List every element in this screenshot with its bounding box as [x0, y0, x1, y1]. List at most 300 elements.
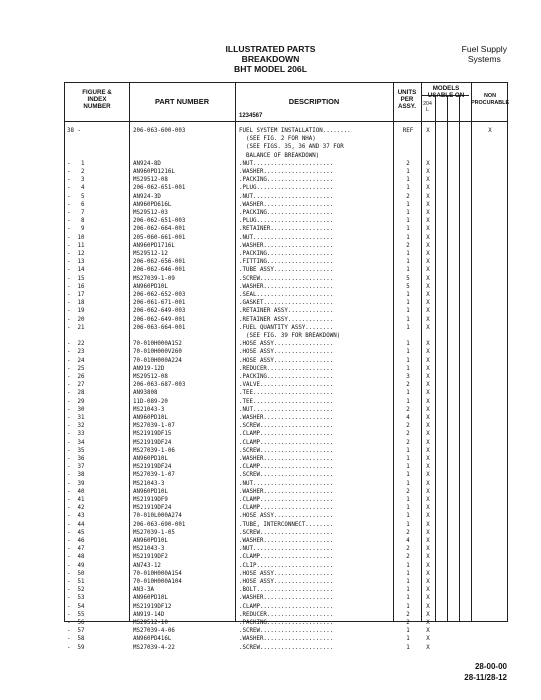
part-number-cell: 11D-089-20 — [133, 398, 168, 405]
figure-index-cell: - 6 — [67, 201, 85, 208]
title-line: BHT MODEL 206L — [234, 64, 307, 74]
description-cell: .SCREW..................... — [239, 472, 334, 479]
description-cell: .CLAMP..................... — [239, 497, 334, 503]
description-cell: .WASHER.................... — [239, 595, 334, 602]
part-number-cell: 70-010H000V260 — [133, 349, 182, 356]
usable-204l-cell: X — [426, 472, 430, 479]
usable-204l-cell: X — [426, 595, 430, 602]
units-cell: 5 — [406, 275, 410, 282]
part-number-cell: MS27039-4-06 — [133, 628, 175, 635]
description-cell: .WASHER.................... — [239, 283, 334, 290]
description-cell: .SEAL...................... — [239, 292, 334, 298]
units-cell: 1 — [406, 579, 410, 585]
table-row — [65, 340, 509, 348]
description-cell: FUEL SYSTEM INSTALLATION........ — [239, 128, 351, 134]
units-cell: 1 — [406, 316, 410, 323]
figure-index-cell: - 3 — [67, 177, 85, 184]
units-cell: 1 — [406, 398, 410, 405]
description-cell: .HOSE ASSY................. — [239, 579, 334, 585]
units-cell: 1 — [406, 497, 410, 503]
figure-index-cell: - 37 — [67, 464, 85, 471]
usable-204l-cell: X — [426, 529, 430, 536]
figure-index-cell: - 41 — [67, 497, 85, 503]
description-cell: .PLUG...................... — [239, 218, 334, 225]
usable-204l-cell: X — [426, 488, 430, 495]
part-number-cell: MS27039-4-22 — [133, 644, 175, 651]
part-number-cell: MS27039-1-09 — [133, 275, 175, 282]
table-row — [65, 463, 509, 471]
description-cell: .SCREW..................... — [239, 447, 334, 454]
units-cell: 1 — [406, 234, 410, 241]
table-row — [65, 357, 509, 365]
description-cell: .NUT....................... — [239, 406, 334, 413]
usable-204l-cell: X — [426, 628, 430, 635]
description-cell: .GASKET.................... — [239, 300, 334, 307]
description-cell: .PACKING................... — [239, 374, 334, 380]
figure-index-cell: - 56 — [67, 620, 85, 626]
description-code: 1234567 — [239, 113, 263, 119]
section-name — [462, 44, 507, 64]
description-cell: .WASHER.................... — [239, 415, 334, 421]
units-cell: 1 — [406, 251, 410, 257]
chapter-number: 28-00-00 — [474, 662, 507, 671]
description-cell: .PACKING................... — [239, 251, 334, 257]
header-models-usable-on: MODELS USABLE ON — [427, 85, 465, 99]
usable-204l-cell: X — [426, 275, 430, 282]
units-cell: 3 — [406, 374, 410, 380]
usable-204l-cell: X — [426, 242, 430, 249]
usable-204l-cell: X — [426, 308, 430, 315]
usable-204l-cell: X — [426, 464, 430, 471]
description-cell: (SEE FIG. 39 FOR BREAKDOWN) — [239, 333, 341, 339]
part-number-cell: AN960PD10L — [133, 456, 168, 462]
description-cell: .HOSE ASSY................. — [239, 349, 334, 356]
table-row — [65, 414, 509, 422]
description-cell: .WASHER.................... — [239, 636, 334, 643]
part-number-cell: MS21919DF9 — [133, 497, 168, 503]
description-cell: .WASHER.................... — [239, 538, 334, 544]
part-number-cell: AN960PD416L — [133, 636, 172, 643]
table-row — [65, 250, 509, 258]
description-cell: .VALVE..................... — [239, 382, 334, 389]
figure-index-cell: - 4 — [67, 185, 85, 192]
figure-index-cell: - 44 — [67, 521, 85, 528]
figure-index-cell: - 38 — [67, 472, 85, 479]
description-cell: .TEE....................... — [239, 398, 334, 405]
figure-index-cell: - 20 — [67, 316, 85, 323]
units-cell: 1 — [406, 201, 410, 208]
figure-index-cell: - 53 — [67, 595, 85, 602]
part-number-cell: AN924-3D — [133, 193, 161, 200]
table-row — [65, 242, 509, 250]
table-row — [65, 258, 509, 266]
usable-204l-cell: X — [426, 497, 430, 503]
usable-204l-cell: X — [426, 324, 430, 331]
part-number-cell: 206-063-690-001 — [133, 521, 186, 528]
units-cell: 1 — [406, 472, 410, 479]
part-number-cell: AN960PD616L — [133, 201, 172, 208]
table-row — [65, 488, 509, 496]
table-row — [65, 521, 509, 529]
units-cell: 5 — [406, 283, 410, 290]
units-cell: 1 — [406, 300, 410, 307]
part-number-cell: 206-063-687-003 — [133, 382, 186, 389]
part-number-cell: 206-062-651-003 — [133, 218, 186, 225]
usable-204l-cell: X — [426, 644, 430, 651]
figure-index-cell: - 19 — [67, 308, 85, 315]
table-row — [65, 152, 509, 160]
units-cell: 2 — [406, 423, 410, 430]
usable-204l-cell: X — [426, 218, 430, 225]
usable-204l-cell: X — [426, 620, 430, 626]
usable-204l-cell: X — [426, 538, 430, 544]
usable-204l-cell: X — [426, 636, 430, 643]
title-line: ILLUSTRATED PARTS — [225, 44, 316, 54]
description-cell: .SCREW..................... — [239, 628, 334, 635]
part-number-cell: 206-062-652-003 — [133, 292, 186, 298]
part-number-cell: MS21919DF24 — [133, 505, 172, 512]
usable-204l-cell: X — [426, 185, 430, 192]
part-number-cell: 206-062-656-001 — [133, 259, 186, 266]
units-cell: 2 — [406, 382, 410, 389]
table-row — [65, 562, 509, 570]
part-number-cell: 206-062-646-001 — [133, 267, 186, 274]
usable-204l-cell: X — [426, 521, 430, 528]
table-row — [65, 537, 509, 545]
usable-204l-cell: X — [426, 251, 430, 257]
description-cell: .CLAMP..................... — [239, 439, 334, 446]
usable-204l-cell: X — [426, 365, 430, 372]
table-row — [65, 504, 509, 512]
description-cell: .CLAMP..................... — [239, 464, 334, 471]
description-cell: .PACKING................... — [239, 620, 334, 626]
usable-204l-cell: X — [426, 382, 430, 389]
figure-index-cell: - 30 — [67, 406, 85, 413]
figure-index-cell: - 59 — [67, 644, 85, 651]
usable-204l-cell: X — [426, 210, 430, 216]
table-row — [65, 332, 509, 340]
description-cell: .WASHER.................... — [239, 456, 334, 462]
usable-204l-cell: X — [426, 554, 430, 561]
units-cell: 1 — [406, 259, 410, 266]
units-cell: 1 — [406, 603, 410, 610]
figure-index-cell: - 21 — [67, 324, 85, 331]
usable-204l-cell: X — [426, 267, 430, 274]
table-row — [65, 143, 509, 151]
table-row — [65, 373, 509, 381]
part-number-cell: AN960PD10L — [133, 488, 168, 495]
figure-index-cell: - 35 — [67, 447, 85, 454]
description-cell: .RETAINER ASSY............. — [239, 308, 334, 315]
figure-index-cell: - 49 — [67, 562, 85, 569]
usable-204l-cell: X — [426, 292, 430, 298]
part-number-cell: AN960PD1216L — [133, 169, 175, 175]
description-cell: .TEE....................... — [239, 390, 334, 397]
description-cell: .NUT....................... — [239, 193, 334, 200]
figure-index-cell: - 5 — [67, 193, 85, 200]
units-cell: 1 — [406, 464, 410, 471]
part-number-cell: AN93808 — [133, 390, 158, 397]
figure-index-cell: - 54 — [67, 603, 85, 610]
units-cell: 1 — [406, 218, 410, 225]
usable-204l-cell: X — [426, 177, 430, 184]
figure-index-cell: - 52 — [67, 587, 85, 594]
part-number-cell: MS21919DF12 — [133, 603, 172, 610]
part-number-cell: AN960PD10L — [133, 415, 168, 421]
description-cell: .CLAMP..................... — [239, 505, 334, 512]
part-number-cell: AN3-3A — [133, 587, 154, 594]
units-cell: 2 — [406, 554, 410, 561]
page-number: 28-11/28-12 — [464, 673, 507, 682]
usable-204l-cell: X — [426, 562, 430, 569]
units-cell: 1 — [406, 636, 410, 643]
table-row — [65, 619, 509, 627]
table-row — [65, 644, 509, 652]
figure-index-cell: - 46 — [67, 538, 85, 544]
header-non-procurable: NON PROCURABLE — [471, 93, 510, 106]
table-row — [65, 512, 509, 520]
description-cell: .FUEL QUANTITY ASSY........ — [239, 324, 334, 331]
figure-index-cell: - 47 — [67, 546, 85, 553]
part-number-cell: MS21919DF2 — [133, 554, 168, 561]
table-row — [65, 168, 509, 176]
part-number-cell: 70-010H000A104 — [133, 579, 182, 585]
usable-204l-cell: X — [426, 128, 430, 134]
units-cell: 2 — [406, 620, 410, 626]
part-number-cell: 70-010H000A154 — [133, 570, 182, 577]
table-row — [65, 578, 509, 586]
units-cell: 2 — [406, 406, 410, 413]
part-number-cell: AN960PD10L — [133, 283, 168, 290]
description-cell: .NUT....................... — [239, 480, 334, 487]
part-number-cell: MS29512-12 — [133, 251, 168, 257]
description-cell: .REDUCER................... — [239, 365, 334, 372]
units-cell: 2 — [406, 546, 410, 553]
description-cell: .SCREW..................... — [239, 275, 334, 282]
description-cell: .HOSE ASSY................. — [239, 357, 334, 364]
model-204l-label: 204L — [423, 101, 432, 113]
part-number-cell: MS29512-03 — [133, 210, 168, 216]
description-cell: .SCREW..................... — [239, 529, 334, 536]
table-row — [65, 127, 509, 135]
table-row — [65, 529, 509, 537]
usable-204l-cell: X — [426, 300, 430, 307]
figure-index-cell: - 26 — [67, 374, 85, 380]
table-row — [65, 627, 509, 635]
usable-204l-cell: X — [426, 193, 430, 200]
usable-204l-cell: X — [426, 423, 430, 430]
figure-index-cell: - 25 — [67, 365, 85, 372]
figure-index-cell: - 29 — [67, 398, 85, 405]
units-cell: 1 — [406, 570, 410, 577]
part-number-cell: AN960PD10L — [133, 538, 168, 544]
part-number-cell: MS21919DF24 — [133, 464, 172, 471]
table-row — [65, 283, 509, 291]
description-cell: .PACKING................... — [239, 177, 334, 184]
figure-index-cell: - 50 — [67, 570, 85, 577]
description-cell: .SCREW..................... — [239, 423, 334, 430]
table-row — [65, 398, 509, 406]
figure-index-cell: - 7 — [67, 210, 85, 216]
usable-204l-cell: X — [426, 234, 430, 241]
usable-204l-cell: X — [426, 406, 430, 413]
usable-204l-cell: X — [426, 341, 430, 348]
units-cell: 1 — [406, 185, 410, 192]
figure-index-cell: - 31 — [67, 415, 85, 421]
description-cell: .TUBE ASSY................. — [239, 267, 334, 274]
figure-index-cell: - 18 — [67, 300, 85, 307]
description-cell: .PLUG...................... — [239, 185, 334, 192]
table-row — [65, 586, 509, 594]
table-row — [65, 160, 509, 168]
figure-index-cell: - 51 — [67, 579, 85, 585]
figure-index-cell: - 8 — [67, 218, 85, 225]
figure-index-cell: - 28 — [67, 390, 85, 397]
units-cell: 1 — [406, 210, 410, 216]
part-number-cell: MS29512-08 — [133, 177, 168, 184]
usable-204l-cell: X — [426, 283, 430, 290]
usable-204l-cell: X — [426, 480, 430, 487]
part-number-cell: MS27039-1-05 — [133, 529, 175, 536]
table-row — [65, 234, 509, 242]
description-cell: .WASHER.................... — [239, 201, 334, 208]
table-row — [65, 299, 509, 307]
units-cell: 2 — [406, 193, 410, 200]
part-number-cell: AN743-12 — [133, 562, 161, 569]
header-description: DESCRIPTION — [288, 97, 340, 106]
part-number-cell: 206-062-664-001 — [133, 226, 186, 233]
part-number-cell: 70-010H000A152 — [133, 341, 182, 348]
figure-index-cell: - 23 — [67, 349, 85, 356]
part-number-cell: MS21043-3 — [133, 546, 165, 553]
figure-index-cell: - 40 — [67, 488, 85, 495]
description-cell: .HOSE ASSY................. — [239, 570, 334, 577]
table-row — [65, 480, 509, 488]
part-number-cell: 70-010H000A224 — [133, 357, 182, 364]
units-cell: 4 — [406, 415, 410, 421]
figure-index-cell: - 14 — [67, 267, 85, 274]
units-cell: 1 — [406, 341, 410, 348]
table-row — [65, 570, 509, 578]
table-row — [65, 611, 509, 619]
description-cell: .NUT....................... — [239, 160, 334, 167]
part-number-cell: MS29512-08 — [133, 374, 168, 380]
header-rule — [65, 121, 507, 122]
description-cell: .FITTING................... — [239, 259, 334, 266]
figure-index-cell: - 17 — [67, 292, 85, 298]
units-cell: 1 — [406, 562, 410, 569]
part-number-cell: MS29512-10 — [133, 620, 168, 626]
description-cell: .CLAMP..................... — [239, 603, 334, 610]
part-number-cell: MS21043-3 — [133, 406, 165, 413]
section-line: Systems — [467, 54, 501, 64]
part-number-cell: AN924-8D — [133, 160, 161, 167]
units-cell: 1 — [406, 456, 410, 462]
part-number-cell: 205-060-661-001 — [133, 234, 186, 241]
table-row — [65, 184, 509, 192]
units-cell: 2 — [406, 431, 410, 438]
description-cell: .NUT....................... — [239, 546, 334, 553]
table-row — [65, 635, 509, 643]
usable-204l-cell: X — [426, 546, 430, 553]
table-row — [65, 471, 509, 479]
table-row — [65, 291, 509, 299]
part-number-cell: MS21919DF15 — [133, 431, 172, 438]
figure-index-cell: - 43 — [67, 513, 85, 520]
units-cell: 2 — [406, 160, 410, 167]
part-number-cell: MS27039-1-06 — [133, 447, 175, 454]
usable-204l-cell: X — [426, 570, 430, 577]
table-row — [65, 201, 509, 209]
figure-index-cell: - 39 — [67, 480, 85, 487]
table-row — [65, 193, 509, 201]
table-row — [65, 553, 509, 561]
part-number-cell: AN960PD10L — [133, 595, 168, 602]
units-cell: 2 — [406, 529, 410, 536]
description-cell: BALANCE OF BREAKDOWN) — [239, 152, 320, 159]
figure-index-cell: - 55 — [67, 611, 85, 618]
usable-204l-cell: X — [426, 259, 430, 266]
part-number-cell: MS21043-3 — [133, 480, 165, 487]
parts-table — [64, 82, 510, 651]
usable-204l-cell: X — [426, 169, 430, 175]
part-number-cell: 206-062-649-003 — [133, 308, 186, 315]
units-cell: 1 — [406, 267, 410, 274]
figure-index-cell: 38 - — [67, 128, 81, 134]
usable-204l-cell: X — [426, 456, 430, 462]
table-row — [65, 406, 509, 414]
usable-204l-cell: X — [426, 579, 430, 585]
usable-204l-cell: X — [426, 160, 430, 167]
section-line: Fuel Supply — [461, 44, 507, 54]
description-cell: .HOSE ASSY................. — [239, 341, 334, 348]
units-cell: 1 — [406, 521, 410, 528]
part-number-cell: 206-063-664-001 — [133, 324, 186, 331]
figure-index-cell: - 45 — [67, 529, 85, 536]
header-units-per-assy: UNITS PER ASSY. — [397, 89, 417, 110]
usable-204l-cell: X — [426, 431, 430, 438]
part-number-cell: 206-062-651-001 — [133, 185, 186, 192]
units-cell: 2 — [406, 439, 410, 446]
units-cell: 1 — [406, 169, 410, 175]
units-cell: 1 — [406, 324, 410, 331]
non-procurable-cell: X — [488, 128, 492, 134]
units-cell: 1 — [406, 349, 410, 356]
table-row — [65, 225, 509, 233]
description-cell: (SEE FIGS. 35, 36 AND 37 FOR — [239, 144, 344, 151]
table-row — [65, 447, 509, 455]
part-number-cell: 206-063-600-003 — [133, 128, 186, 134]
table-row — [65, 430, 509, 438]
part-number-cell: AN919-14D — [133, 611, 165, 618]
usable-204l-cell: X — [426, 587, 430, 594]
figure-index-cell: - 12 — [67, 251, 85, 257]
table-row — [65, 545, 509, 553]
figure-index-cell: - 15 — [67, 275, 85, 282]
table-row — [65, 217, 509, 225]
usable-204l-cell: X — [426, 439, 430, 446]
units-cell: 1 — [406, 365, 410, 372]
description-cell: .WASHER.................... — [239, 242, 334, 249]
units-cell: REF — [402, 128, 414, 134]
figure-index-cell: - 2 — [67, 169, 85, 175]
units-cell: 1 — [406, 226, 410, 233]
units-cell: 1 — [406, 292, 410, 298]
figure-index-cell: - 33 — [67, 431, 85, 438]
figure-index-cell: - 1 — [67, 160, 85, 167]
table-row — [65, 389, 509, 397]
units-cell: 2 — [406, 611, 410, 618]
